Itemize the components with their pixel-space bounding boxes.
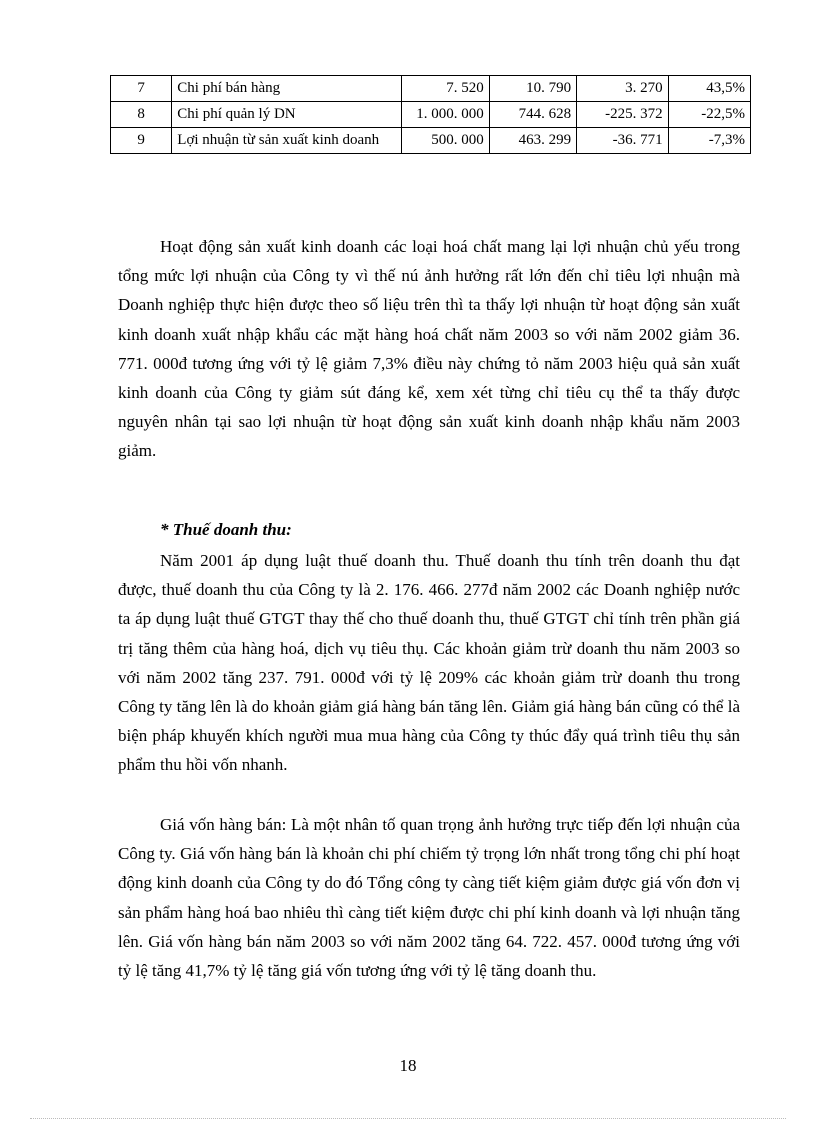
table-row: [111, 102, 751, 128]
value-2002: 500. 000: [402, 128, 489, 154]
page-number: 18: [399, 1056, 417, 1075]
row-number: 7: [111, 76, 172, 102]
paragraph-text: Giá vốn hàng bán: Là một nhân tố quan trọng ảnh hưởng trực tiếp đến lợi nhuận của Công ty. Giá vốn hàng bán là khoản chi phí chiếm tỷ trọng lớn nhất trong tổng chi phí hoạt động kinh doanh của Công ty do đó Tổng công ty càng tiết kiệm giảm được giá vốn đơn vị sản phẩm hàng hoá bao nhiêu thì càng tiết kiệm được chi phí kinh doanh và lợi nhuận tăng lên. Giá vốn hàng bán năm 2003 so với năm 2002 tăng 64. 722. 457. 000đ tương ứng với tỷ lệ tăng 41,7% tỷ lệ tăng giá vốn tương ứng với tỷ lệ tăng doanh thu.: [118, 815, 740, 981]
value-difference: 3. 270: [577, 76, 668, 102]
paragraph-revenue-tax: [118, 546, 740, 780]
value-2002: 1. 000. 000: [402, 102, 489, 128]
value-2003: 10. 790: [489, 76, 576, 102]
profit-table: [110, 75, 751, 154]
row-label: Lợi nhuận từ sản xuất kinh doanh: [172, 128, 402, 154]
footer-divider: [30, 1118, 786, 1119]
paragraph-text: Hoạt động sản xuất kinh doanh các loại hoá chất mang lại lợi nhuận chủ yếu trong tổng mức lợi nhuận của Công ty vì thế nú ảnh hưởng rất lớn đến chỉ tiêu lợi nhuận mà Doanh nghiệp thực hiện được theo số liệu trên thì ta thấy lợi nhuận từ hoạt động sản xuất kinh doanh xuất nhập khẩu các mặt hàng hoá chất năm 2003 so với năm 2002 giảm 36. 771. 000đ tương ứng với tỷ lệ giảm 7,3% điều này chứng tỏ năm 2003 hiệu quả sản xuất kinh doanh của Công ty giảm sút đáng kể, xem xét từng chỉ tiêu cụ thể ta thấy được nguyên nhân tại sao lợi nhuận từ hoạt động sản xuất kinh doanh nhập khẩu năm 2003 giảm.: [118, 237, 740, 461]
value-difference: -225. 372: [577, 102, 668, 128]
value-percent: -22,5%: [668, 102, 750, 128]
paragraph-cost-of-goods: [118, 810, 740, 985]
table-row: [111, 76, 751, 102]
value-2002: 7. 520: [402, 76, 489, 102]
row-number: 8: [111, 102, 172, 128]
row-label: Chi phí bán hàng: [172, 76, 402, 102]
value-2003: 463. 299: [489, 128, 576, 154]
value-2003: 744. 628: [489, 102, 576, 128]
value-difference: -36. 771: [577, 128, 668, 154]
value-percent: 43,5%: [668, 76, 750, 102]
paragraph-profit-analysis: [118, 232, 740, 466]
row-label: Chi phí quản lý DN: [172, 102, 402, 128]
value-percent: -7,3%: [668, 128, 750, 154]
paragraph-text: Năm 2001 áp dụng luật thuế doanh thu. Thuế doanh thu tính trên doanh thu đạt được, thuế doanh thu của Công ty là 2. 176. 466. 277đ năm 2002 các Doanh nghiệp nước ta áp dụng luật thuế GTGT thay thế cho thuế doanh thu, thuế GTGT chỉ tính trên phần giá trị tăng thêm của hàng hoá, dịch vụ tiêu thụ. Các khoản giảm trừ doanh thu năm 2003 so với năm 2002 tăng 237. 791. 000đ với tỷ lệ 209% các khoản giảm trừ doanh thu trong Công ty tăng lên là do khoản giảm giá hàng bán tăng lên. Giảm giá hàng bán cũng có thể là biện pháp khuyến khích người mua mua hàng của Công ty thúc đẩy quá trình tiêu thụ sản phẩm thu hồi vốn nhanh.: [118, 551, 740, 775]
section-heading: * Thuế doanh thu:: [160, 520, 292, 539]
row-number: 9: [111, 128, 172, 154]
table-row: [111, 128, 751, 154]
